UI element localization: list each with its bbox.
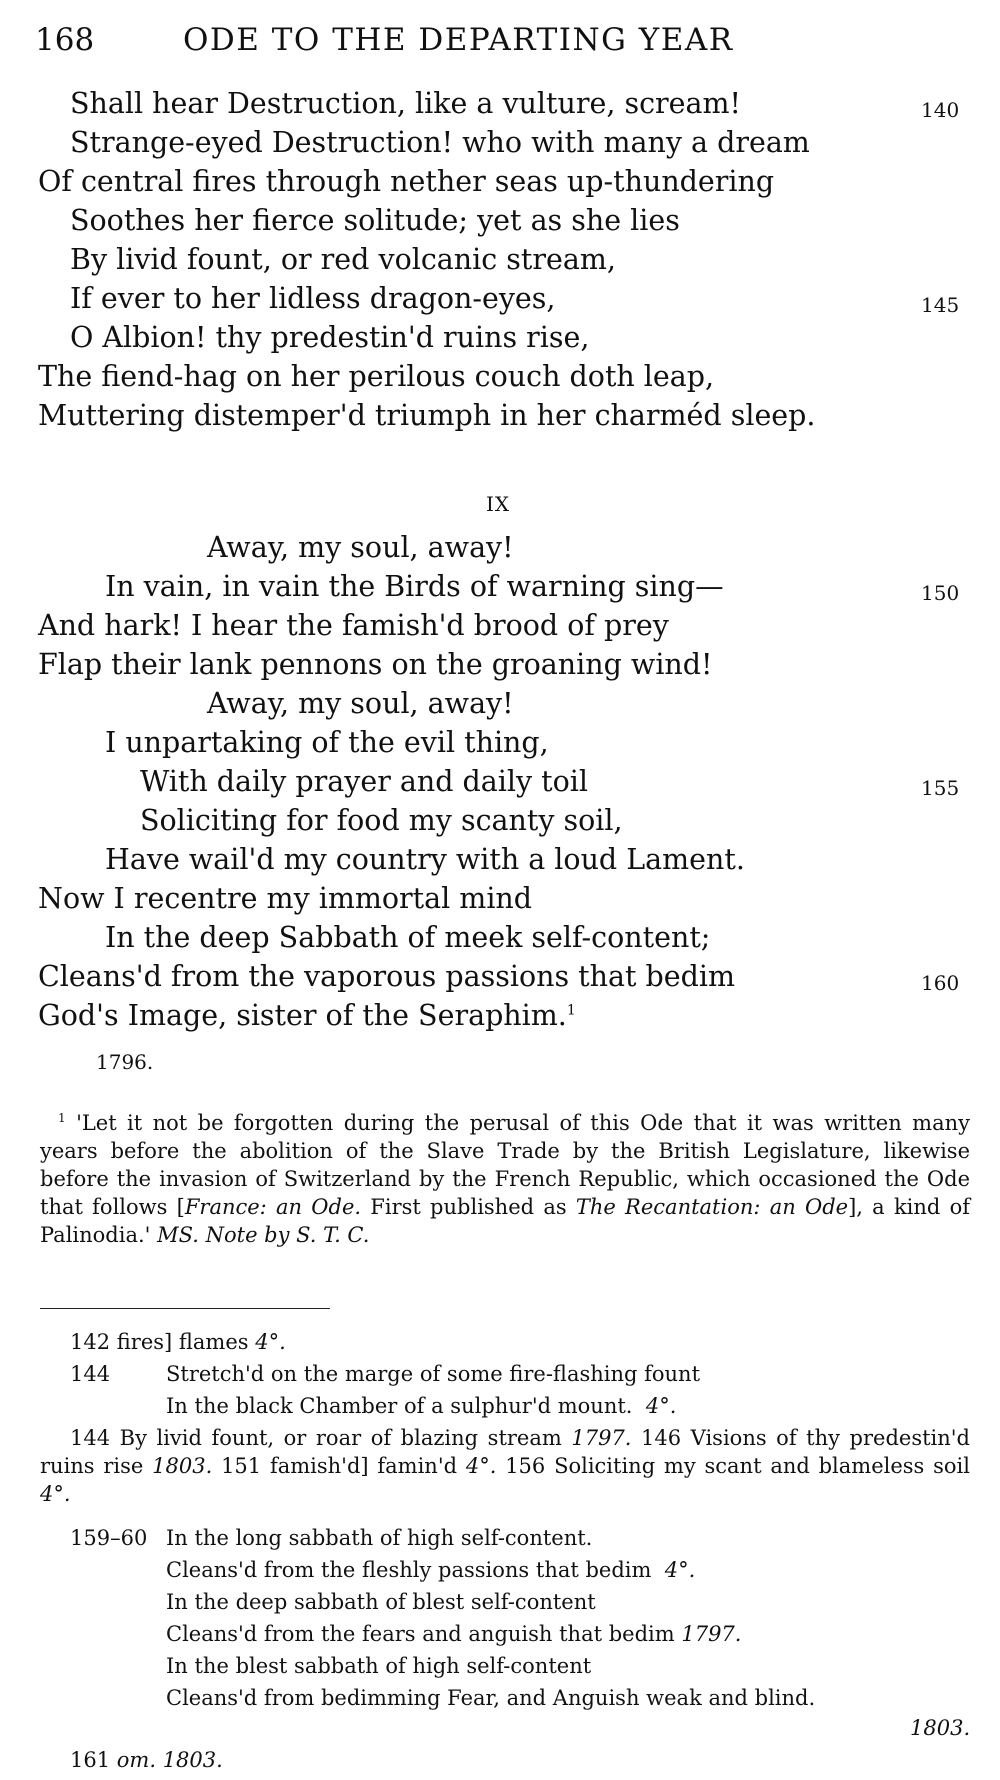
variant-line: Cleans'd from bedimming Fear, and Anguish weak and blind. [166, 1686, 816, 1710]
variant-line: In the long sabbath of high self-content. [166, 1526, 593, 1550]
footnote: $^1$ 'Let it not be forgotten during the perusal of this Ode that it was written many years before the abolition of the Slave Trade by the British Legislature, likewise before the invasion of Switzerland by the French Republic, which occasioned the Ode that follows [France: an Ode. First published as The Recantation: an Ode], a kind of Palinodia.' MS. Note by S. T. C. [40, 1111, 971, 1247]
verse-line: With daily prayer and daily toil [140, 765, 589, 798]
variant-line: Stretch'd on the marge of some fire-flashing fount [166, 1362, 701, 1386]
variant-entry: 142 fires] flames 4°. [70, 1330, 286, 1354]
verse-line: In the deep Sabbath of meek self-content; [105, 921, 711, 954]
line-number: 160 [921, 971, 960, 995]
verse-line: Away, my soul, away! [207, 531, 514, 564]
verse-line: Muttering distemper'd triumph in her charméd sleep. [38, 399, 816, 432]
verse-line: If ever to her lidless dragon-eyes, [70, 282, 556, 315]
variant-paragraph: 144 By livid fount, or roar of blazing stream 1797. 146 Visions of thy predestin'd ruins rise 1803. 151 famish'd] famin'd 4°. 156 Soliciting my scant and blameless soil 4°. [40, 1426, 970, 1506]
running-title: ODE TO THE DEPARTING YEAR [183, 22, 734, 58]
verse-line: Soliciting for food my scanty soil, [140, 804, 623, 837]
verse-line: And hark! I hear the famish'd brood of prey [38, 609, 669, 642]
footnote-marker: 1 [58, 1111, 66, 1125]
verse-line: Now I recentre my immortal mind [38, 882, 533, 915]
variant-source: 1803. [910, 1716, 971, 1740]
page-number: 168 [35, 22, 95, 58]
verse-line: Of central fires through nether seas up-thundering [38, 165, 775, 198]
footnote-marker: 1 [566, 1002, 576, 1019]
variant-line: In the black Chamber of a sulphur'd mount. 4°. [166, 1394, 677, 1418]
verse-line: By livid fount, or red volcanic stream, [70, 243, 616, 276]
verse-line: The fiend-hag on her perilous couch doth leap, [38, 360, 715, 393]
variant-number: 159–60 [70, 1526, 148, 1550]
variant-line: In the blest sabbath of high self-content [166, 1654, 592, 1678]
footnote-rule [40, 1308, 330, 1309]
verse-line: Away, my soul, away! [207, 687, 514, 720]
verse-line: O Albion! thy predestin'd ruins rise, [70, 321, 590, 354]
line-number: 145 [921, 293, 960, 317]
line-number: 140 [921, 98, 960, 122]
variant-entry: 161 om. 1803. [70, 1748, 223, 1772]
variant-line: In the deep sabbath of blest self-content [166, 1590, 596, 1614]
section-heading: IX [486, 492, 511, 516]
verse-line: God's Image, sister of the Seraphim.$^1$ [38, 999, 576, 1032]
verse-line: Have wail'd my country with a loud Lament. [105, 843, 745, 876]
verse-line: Strange-eyed Destruction! who with many a dream [70, 126, 810, 159]
verse-line: I unpartaking of the evil thing, [105, 726, 549, 759]
verse-line: Soothes her fierce solitude; yet as she lies [70, 204, 680, 237]
variant-number: 144 [70, 1362, 111, 1386]
verse-line: In vain, in vain the Birds of warning sing— [105, 570, 724, 603]
variant-line: Cleans'd from the fleshly passions that bedim 4°. [166, 1558, 696, 1582]
verse-line: Cleans'd from the vaporous passions that bedim [38, 960, 735, 993]
variant-line: Cleans'd from the fears and anguish that bedim 1797. [166, 1622, 742, 1646]
verse-line: Shall hear Destruction, like a vulture, scream! [70, 87, 742, 120]
verse-line: Flap their lank pennons on the groaning wind! [38, 648, 713, 681]
poem-date: 1796. [96, 1050, 154, 1074]
line-number: 155 [921, 776, 960, 800]
line-number: 150 [921, 581, 960, 605]
